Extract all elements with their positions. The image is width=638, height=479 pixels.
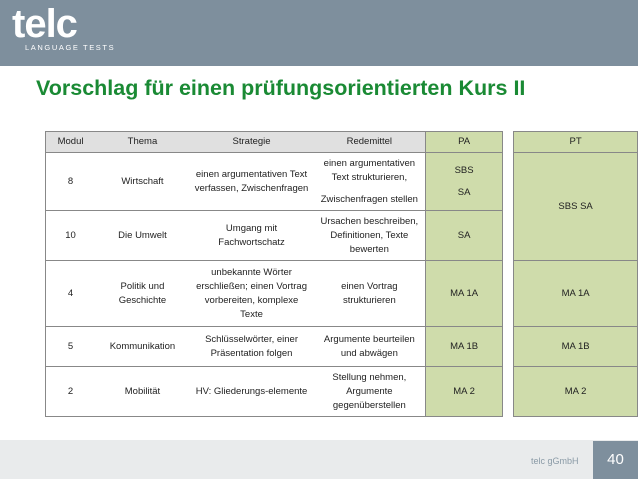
cell-modul: 4 bbox=[46, 261, 96, 327]
footer-company: telc gGmbH bbox=[531, 456, 579, 466]
cell-thema: Mobilität bbox=[95, 367, 190, 417]
header-modul: Modul bbox=[46, 132, 96, 153]
header-thema: Thema bbox=[95, 132, 190, 153]
table-row bbox=[46, 261, 638, 327]
slide-title: Vorschlag für einen prüfungsorientierten Kurs II bbox=[36, 76, 526, 100]
header-bar bbox=[0, 0, 638, 66]
cell-redemittel: Ursachen beschreiben, Definitionen, Texte bewerten bbox=[313, 211, 426, 261]
header-redemittel: Redemittel bbox=[313, 132, 426, 153]
header-pt: PT bbox=[514, 132, 638, 153]
cell-thema: Politik und Geschichte bbox=[95, 261, 190, 327]
cell-strategie: Schlüsselwörter, einer Präsentation folgen bbox=[190, 327, 313, 367]
cell-strategie: Umgang mit Fachwortschatz bbox=[190, 211, 313, 261]
cell-redemittel: Stellung nehmen, Argumente gegenüberstellen bbox=[313, 367, 426, 417]
cell-thema: Wirtschaft bbox=[95, 153, 190, 211]
course-table bbox=[45, 131, 638, 417]
cell-strategie: einen argumentativen Text verfassen, Zwischenfragen bbox=[190, 153, 313, 211]
header-strategie: Strategie bbox=[190, 132, 313, 153]
table-row bbox=[46, 327, 638, 367]
cell-pa: MA 1B bbox=[426, 327, 502, 367]
table-row bbox=[46, 367, 638, 417]
telc-logo: telc LANGUAGE TESTS bbox=[12, 2, 116, 52]
cell-pa: MA 2 bbox=[426, 367, 502, 417]
cell-strategie: unbekannte Wörter erschließen; einen Vortrag vorbereiten, komplexe Texte bbox=[190, 261, 313, 327]
cell-pt: MA 2 bbox=[514, 367, 638, 417]
cell-redemittel: einen Vortrag strukturieren bbox=[313, 261, 426, 327]
cell-pt: MA 1B bbox=[514, 327, 638, 367]
cell-pt-span: SBS SA bbox=[514, 153, 638, 261]
cell-pa: SBS SA bbox=[426, 153, 502, 211]
cell-modul: 8 bbox=[46, 153, 96, 211]
table-row bbox=[46, 153, 638, 211]
cell-redemittel: einen argumentativen Text strukturieren, Zwischenfragen stellen bbox=[313, 153, 426, 211]
page-number: 40 bbox=[593, 441, 638, 479]
footer-bar bbox=[0, 440, 638, 479]
cell-pa: MA 1A bbox=[426, 261, 502, 327]
cell-thema: Kommunikation bbox=[95, 327, 190, 367]
header-pa: PA bbox=[426, 132, 502, 153]
cell-thema: Die Umwelt bbox=[95, 211, 190, 261]
cell-pt: MA 1A bbox=[514, 261, 638, 327]
cell-modul: 5 bbox=[46, 327, 96, 367]
table-header-row bbox=[46, 132, 638, 153]
cell-modul: 2 bbox=[46, 367, 96, 417]
cell-strategie: HV: Gliederungs-elemente bbox=[190, 367, 313, 417]
cell-redemittel: Argumente beurteilen und abwägen bbox=[313, 327, 426, 367]
cell-modul: 10 bbox=[46, 211, 96, 261]
cell-pa: SA bbox=[426, 211, 502, 261]
